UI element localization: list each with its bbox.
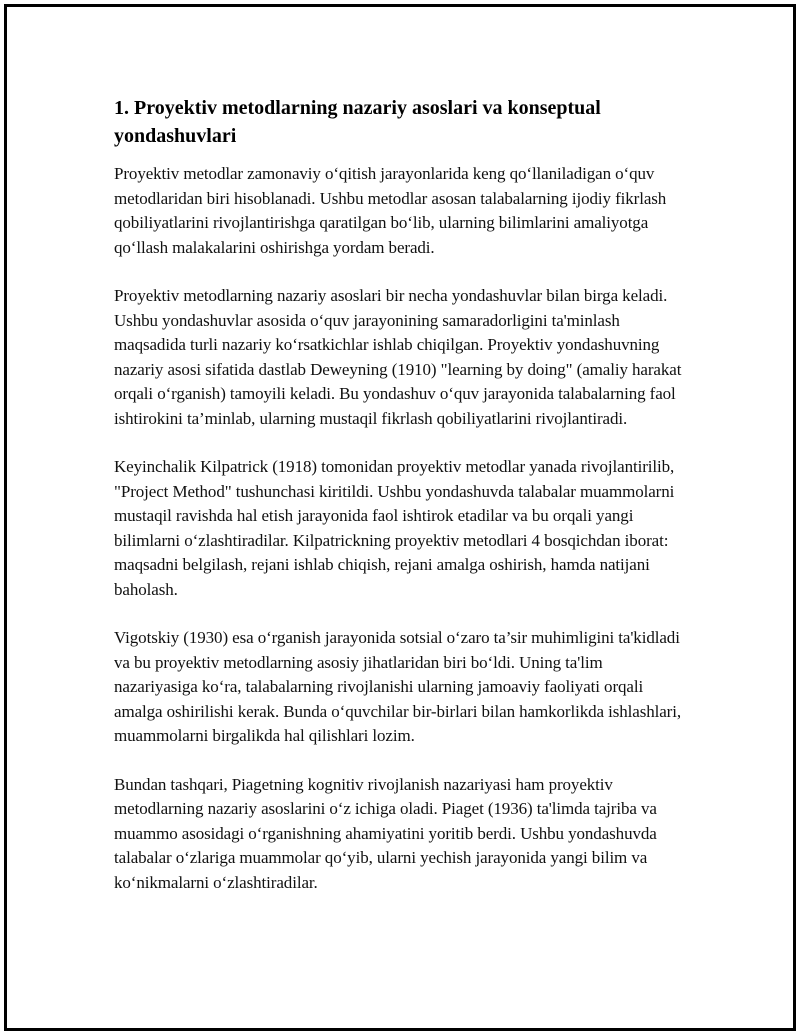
document-body [114,94,686,919]
paragraph-dewey: Proyektiv metodlarning nazariy asoslari bir necha yondashuvlar bilan birga keladi. Ushbu yondashuvlar asosida o‘quv jarayonining samaradorligini ta'minlash maqsadida turli nazariy ko‘rsatkichlar ishlab chiqilgan. Proyektiv yondashuvning nazariy asosi sifatida dastlab Deweyning (1910) "learning by doing" (amaliy harakat orqali o‘rganish) tamoyili keladi. Bu yondashuv o‘quv jarayonida talabalarning faol ishtirokini ta’minlab, ularning mustaqil fikrlash qobiliyatlarini rivojlantiradi. [114,286,682,428]
section-heading: 1. Proyektiv metodlarning nazariy asoslari va konseptual yondashuvlari [114,97,601,147]
paragraph-kilpatrick: Keyinchalik Kilpatrick (1918) tomonidan proyektiv metodlar yanada rivojlantirilib, "Project Method" tushunchasi kiritildi. Ushbu yondashuvda talabalar muammolarni mustaqil ravishda hal etish jarayonida faol ishtirok etadilar va bu orqali yangi bilimlarni o‘zlashtiradilar. Kilpatrickning proyektiv metodlari 4 bosqichdan iborat: maqsadni belgilash, rejani ishlab chiqish, rejani amalga oshirish, hamda natijani baholash. [114,457,675,599]
paragraph-intro: Proyektiv metodlar zamonaviy o‘qitish jarayonlarida keng qo‘llaniladigan o‘quv metodlaridan biri hisoblanadi. Ushbu metodlar asosan talabalarning ijodiy fikrlash qobiliyatlarini rivojlantirishga qaratilgan bo‘lib, ularning bilimlarini amaliyotga qo‘llash malakalarini oshirishga yordam beradi. [114,164,667,257]
paragraph-piaget: Bundan tashqari, Piagetning kognitiv rivojlanish nazariyasi ham proyektiv metodlarning nazariy asoslarini o‘z ichiga oladi. Piaget (1936) ta'limda tajriba va muammo asosidagi o‘rganishning ahamiyatini yoritib berdi. Ushbu yondashuvda talabalar o‘zlariga muammolar qo‘yib, ularni yechish jarayonida yangi bilim va ko‘nikmalarni o‘zlashtiradilar. [114,774,657,892]
paragraph-vygotsky: Vigotskiy (1930) esa o‘rganish jarayonida sotsial o‘zaro ta’sir muhimligini ta'kidladi va bu proyektiv metodlarning asosiy jihatlaridan biri bo‘ldi. Uning ta'lim nazariyasiga ko‘ra, talabalarning rivojlanishi ularning jamoaviy faoliyati orqali amalga oshirilishi kerak. Bunda o‘quvchilar bir-birlari bilan hamkorlikda ishlashlari, muammolarni birgalikda hal qilishlari lozim. [114,628,682,745]
